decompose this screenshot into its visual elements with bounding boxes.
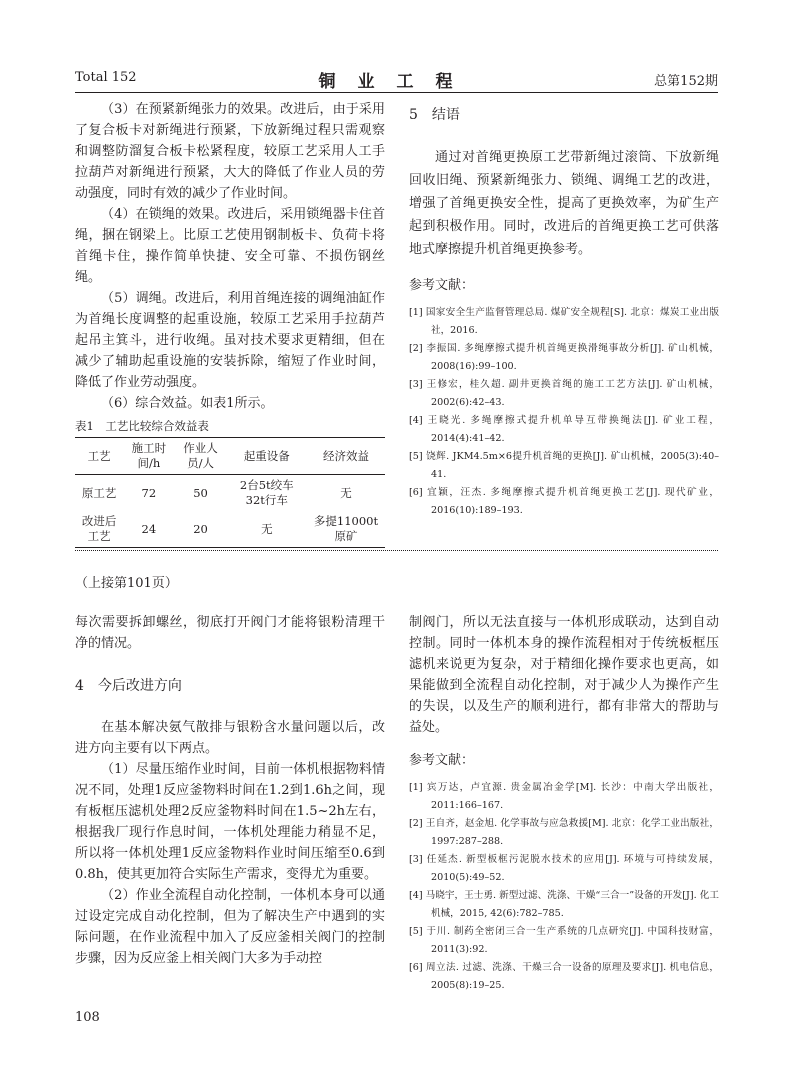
paragraph: （2）作业全流程自动化控制，一体机本身可以通过设定完成自动化控制，但为了解决生产中遇到的实际问题，在作业流程中加入了反应釜相关阀门的控制步骤，因为反应釜上相关阀门大多为手动控 (75, 888, 385, 966)
paragraph: （5）调绳。改进后，利用首绳连接的调绳油缸作为首绳长度调整的起重设施，较原工艺采用手拉葫芦起吊主箕斗，进行收绳。虽对技术要求更精细，但在减少了辅助起重设施的安装拆除，缩短了作业时间，降低了作业劳动强度。 (75, 291, 385, 390)
paragraph: （1）尽量压缩作业时间，目前一体机根据物料情况不同，处理1反应釜物料时间在1.2到1.6h之间，现有板框压滤机处理2反应釜物料时间在1.5~2h左右，根据我厂现行作息时间，一体机处理能力稍显不足，所以将一体机处理1反应釜物料作业时间压缩至0.6到0.8h，使其更加符合实际生产需求，变得尤为重要。 (75, 762, 385, 882)
table-header: 经济效益 (323, 448, 370, 463)
table-row (75, 475, 385, 512)
header-issue: 总第152期 (654, 74, 718, 89)
table-header-row (75, 438, 385, 475)
reference-item: [4] 王晓光. 多绳摩擦式提升机单导互带换绳法[J]. 矿业工程，2014(4):41–42. (409, 415, 719, 444)
top-right-column (409, 105, 719, 520)
bottom-left-column (75, 612, 385, 969)
table-cell: 20 (193, 521, 208, 536)
paragraph: （3）在预紧新绳张力的效果。改进后，由于采用了复合板卡对新绳进行预紧，下放新绳过程只需观察和调整防溜复合板卡松紧程度，较原工艺采用人工手拉葫芦对新绳进行预紧，大大的降低了作业人员的劳动强度，同时有效的减少了作业时间。 (75, 102, 385, 201)
table-cell: 72 (141, 485, 157, 500)
continuation-note: （上接第101页） (75, 576, 178, 591)
table-cell: 2台5t绞车 32t行车 (239, 478, 294, 507)
paragraph: 通过对首绳更换原工艺带新绳过滚筒、下放新绳回收旧绳、预紧新绳张力、锁绳、调绳工艺的改进，增强了首绳更换安全性，提高了更换效率，为矿生产起到积极作用。同时，改进后的首绳更换工艺可供落地式摩擦提升机首绳更换参考。 (409, 150, 719, 257)
reference-item: [4] 马晓宇，王士勇. 新型过滤、洗涤、干燥“三合一”设备的开发[J]. 化工机械，2015, 42(6):782–785. (409, 890, 719, 919)
comparison-table (75, 437, 385, 548)
reference-item: [6] 宜颖，汪杰. 多绳摩擦式提升机首绳更换工艺[J]. 现代矿业，2016(10):189–193. (409, 487, 719, 516)
table-row (75, 511, 385, 548)
references-label: 参考文献： (409, 753, 475, 768)
table-cell: 原工艺 (81, 485, 117, 500)
paragraph: 在基本解决氨气散排与银粉含水量问题以后，改进方向主要有以下两点。 (75, 720, 385, 756)
section-title: 5 结语 (409, 107, 460, 123)
table-cell: 无 (340, 485, 352, 500)
references-label: 参考文献： (409, 278, 475, 293)
table-cell: 改进后工艺 (81, 514, 117, 543)
reference-list (409, 779, 719, 995)
top-left-column (75, 99, 385, 548)
journal-title: 铜业工程 (318, 72, 475, 92)
bottom-right-column (409, 612, 719, 995)
reference-item: [2] 李振国. 多绳摩擦式提升机首绳更换滑绳事故分析[J]. 矿山机械，2008(16):99–100. (409, 343, 719, 372)
table-header: 作业人员/人 (183, 441, 218, 470)
header-rule (75, 92, 718, 93)
table-header: 起重设备 (243, 448, 290, 463)
table-caption: 表1 工艺比较综合效益表 (75, 419, 209, 433)
reference-item: [5] 于川. 制药全密闭三合一生产系统的几点研究[J]. 中国科技财富，2011(3):92. (409, 926, 719, 955)
header-total: Total 152 (75, 70, 137, 85)
table-cell: 无 (261, 521, 273, 536)
table-header: 工艺 (87, 448, 111, 463)
table-cell: 多提11000t原矿 (313, 514, 379, 543)
reference-item: [3] 任延杰. 新型板框污泥脱水技术的应用[J]. 环境与可持续发展，2010(5):49–52. (409, 854, 719, 883)
reference-item: [1] 宾万达，卢宜源. 贵金属冶金学[M]. 长沙：中南大学出版社，2011:166–167. (409, 782, 719, 811)
section-title: 4 今后改进方向 (75, 678, 182, 694)
reference-item: [2] 王自齐，赵金旭. 化学事故与应急救援[M]. 北京：化学工业出版社，1997:287–288. (409, 818, 719, 847)
section-divider (75, 550, 718, 551)
paragraph: 制阀门，所以无法直接与一体机形成联动，达到自动控制。同时一体机本身的操作流程相对于传统板框压滤机来说更为复杂，对于精细化操作要求也更高，如果能做到全流程自动化控制，对于减少人为操作产生的失误，以及生产的顺利进行，都有非常大的帮助与益处。 (409, 615, 719, 735)
reference-list (409, 304, 719, 520)
page-number: 108 (75, 1010, 100, 1025)
table-header: 施工时间/h (131, 441, 167, 470)
table-block (75, 416, 385, 548)
reference-item: [3] 王修宏，桂久超. 副井更换首绳的施工工艺方法[J]. 矿山机械，2002(6):42–43. (409, 379, 719, 408)
table-cell: 24 (141, 521, 157, 536)
paragraph: 每次需要拆卸螺丝，彻底打开阀门才能将银粉清理干净的情况。 (75, 615, 385, 651)
reference-item: [1] 国家安全生产监督管理总局. 煤矿安全规程[S]. 北京：煤炭工业出版社，2016. (409, 307, 719, 336)
paragraph: （6）综合效益。如表1所示。 (101, 396, 274, 411)
running-header (75, 70, 718, 92)
table-cell: 50 (193, 485, 208, 500)
paragraph: （4）在锁绳的效果。改进后，采用锁绳器卡住首绳，捆在钢梁上。比原工艺使用钢制板卡、负荷卡将首绳卡住，操作简单快捷、安全可靠、不损伤钢丝绳。 (75, 207, 385, 285)
reference-item: [6] 周立法. 过滤、洗涤、干燥三合一设备的原理及要求[J]. 机电信息，2005(8):19–25. (409, 962, 719, 991)
reference-item: [5] 饶辉. JKM4.5m×6提升机首绳的更换[J]. 矿山机械，2005(3):40–41. (409, 451, 719, 480)
